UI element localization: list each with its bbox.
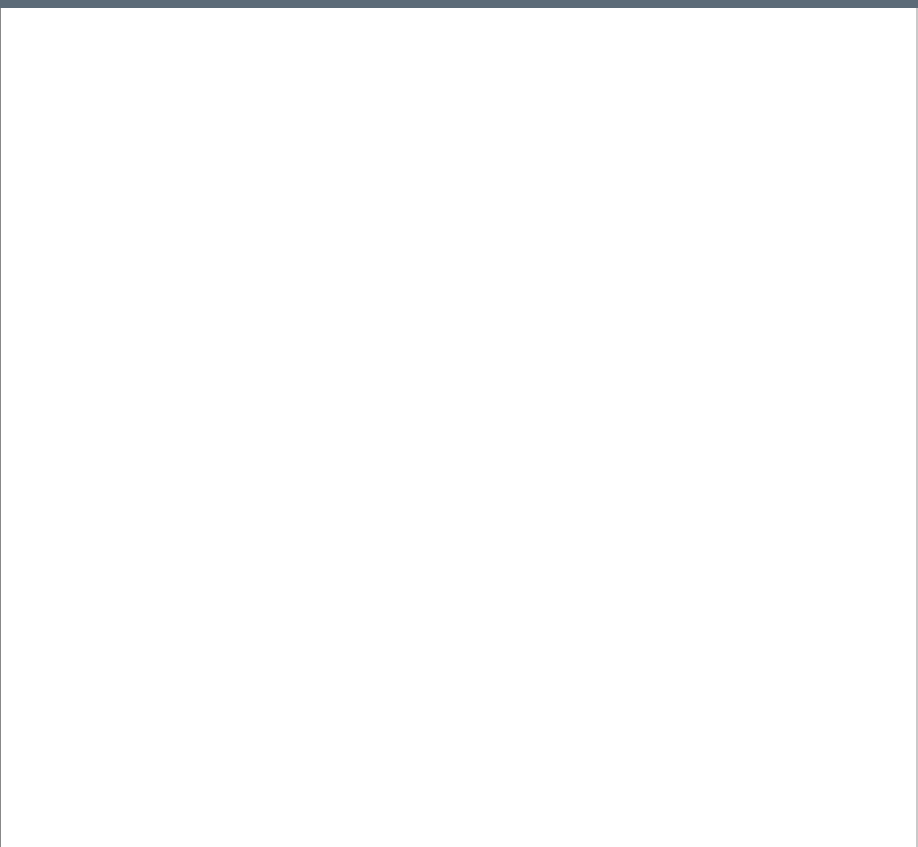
window-top-bar [0,0,918,8]
process-flow-diagram [0,480,918,847]
document-body [106,10,806,16]
